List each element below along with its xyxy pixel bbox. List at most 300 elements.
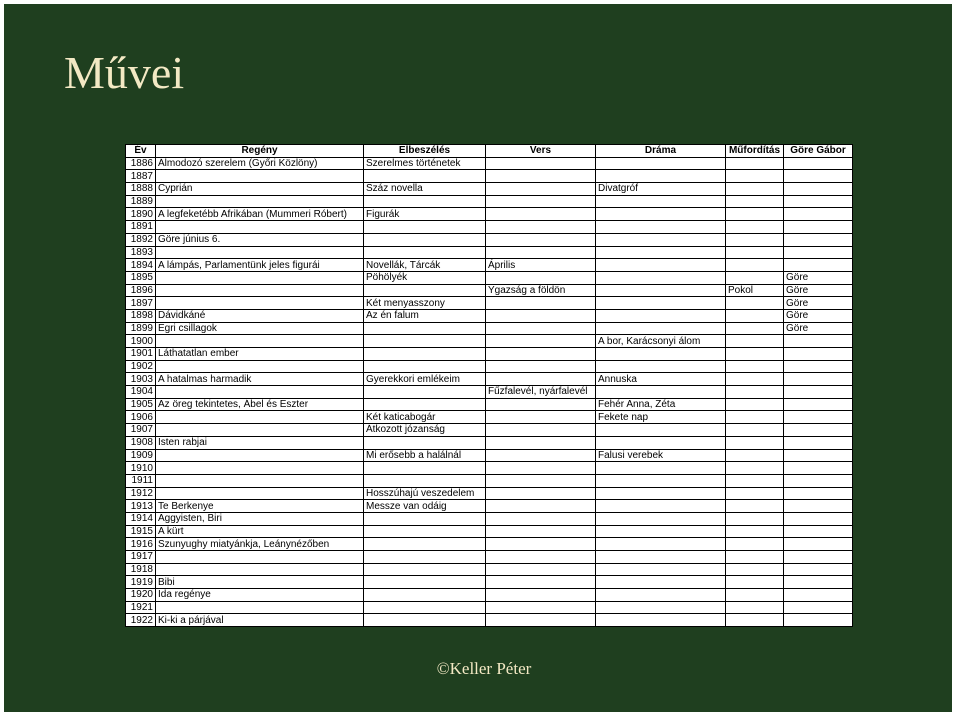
table-cell	[486, 297, 596, 310]
table-cell	[364, 386, 486, 399]
copyright-footer: ©Keller Péter	[436, 659, 532, 678]
table-cell	[784, 157, 853, 170]
year-cell: 1910	[126, 462, 156, 475]
table-cell	[784, 563, 853, 576]
table-cell	[726, 297, 784, 310]
table-cell	[364, 398, 486, 411]
table-cell	[156, 462, 364, 475]
table-row	[126, 589, 853, 602]
table-cell: Fűzfalevél, nyárfalevél	[486, 386, 596, 399]
table-cell	[156, 601, 364, 614]
table-cell	[784, 233, 853, 246]
table-cell	[726, 538, 784, 551]
table-cell	[726, 208, 784, 221]
table-cell	[486, 322, 596, 335]
table-cell	[364, 576, 486, 589]
table-cell	[596, 284, 726, 297]
table-cell	[486, 271, 596, 284]
column-header: Vers	[486, 145, 596, 158]
table-cell	[486, 246, 596, 259]
table-cell	[726, 183, 784, 196]
table-cell	[156, 335, 364, 348]
table-row	[126, 487, 853, 500]
table-cell	[364, 601, 486, 614]
table-cell	[784, 551, 853, 564]
table-cell	[784, 474, 853, 487]
table-cell	[784, 424, 853, 437]
table-cell	[486, 474, 596, 487]
table-row	[126, 360, 853, 373]
table-cell: Göre	[784, 309, 853, 322]
year-cell: 1900	[126, 335, 156, 348]
table-cell	[784, 601, 853, 614]
table-row	[126, 246, 853, 259]
table-cell	[726, 246, 784, 259]
table-cell	[596, 474, 726, 487]
table-cell: Szerelmes történetek	[364, 157, 486, 170]
table-cell	[486, 487, 596, 500]
table-cell	[364, 195, 486, 208]
table-row	[126, 221, 853, 234]
table-cell	[596, 500, 726, 513]
year-cell: 1918	[126, 563, 156, 576]
column-header: Regény	[156, 145, 364, 158]
table-cell	[364, 284, 486, 297]
table-cell: Figurák	[364, 208, 486, 221]
year-cell: 1912	[126, 487, 156, 500]
table-cell	[156, 551, 364, 564]
table-cell: A bor, Karácsonyi álom	[596, 335, 726, 348]
table-cell	[364, 233, 486, 246]
table-cell: Cyprián	[156, 183, 364, 196]
table-row	[126, 386, 853, 399]
table-cell	[784, 525, 853, 538]
table-cell	[726, 322, 784, 335]
year-cell: 1904	[126, 386, 156, 399]
table-row	[126, 233, 853, 246]
year-cell: 1896	[126, 284, 156, 297]
table-cell	[596, 576, 726, 589]
year-cell: 1897	[126, 297, 156, 310]
column-header: Dráma	[596, 145, 726, 158]
table-cell	[596, 601, 726, 614]
works-table-container	[125, 144, 852, 627]
table-cell	[784, 449, 853, 462]
table-cell	[784, 411, 853, 424]
table-cell	[784, 221, 853, 234]
table-cell	[486, 551, 596, 564]
year-cell: 1919	[126, 576, 156, 589]
table-cell	[596, 322, 726, 335]
table-cell	[486, 411, 596, 424]
table-cell	[156, 221, 364, 234]
table-cell	[156, 563, 364, 576]
table-cell	[784, 538, 853, 551]
table-cell	[596, 525, 726, 538]
table-cell	[784, 500, 853, 513]
table-cell	[364, 538, 486, 551]
table-cell	[596, 348, 726, 361]
table-cell: Ygazság a földön	[486, 284, 596, 297]
table-row	[126, 512, 853, 525]
year-cell: 1921	[126, 601, 156, 614]
table-cell	[596, 512, 726, 525]
table-row	[126, 348, 853, 361]
table-cell: Falusi verebek	[596, 449, 726, 462]
table-row	[126, 576, 853, 589]
table-cell	[726, 449, 784, 462]
table-row	[126, 271, 853, 284]
table-cell	[486, 500, 596, 513]
table-cell	[486, 563, 596, 576]
table-cell	[364, 246, 486, 259]
year-cell: 1902	[126, 360, 156, 373]
year-cell: 1898	[126, 309, 156, 322]
table-cell	[784, 462, 853, 475]
table-row	[126, 170, 853, 183]
table-cell	[156, 360, 364, 373]
table-cell	[784, 512, 853, 525]
table-cell	[726, 500, 784, 513]
table-cell	[784, 386, 853, 399]
year-cell: 1890	[126, 208, 156, 221]
table-cell: Április	[486, 259, 596, 272]
table-cell	[156, 284, 364, 297]
table-row	[126, 259, 853, 272]
table-cell	[156, 487, 364, 500]
table-cell	[364, 360, 486, 373]
table-row	[126, 373, 853, 386]
table-cell	[726, 309, 784, 322]
year-cell: 1889	[126, 195, 156, 208]
table-cell: Fehér Anna, Zéta	[596, 398, 726, 411]
year-cell: 1895	[126, 271, 156, 284]
table-cell	[596, 386, 726, 399]
table-cell: Mi erősebb a halálnál	[364, 449, 486, 462]
table-cell	[156, 386, 364, 399]
table-cell	[486, 589, 596, 602]
table-cell	[486, 233, 596, 246]
table-cell	[726, 424, 784, 437]
table-cell	[726, 360, 784, 373]
table-cell	[486, 195, 596, 208]
table-cell	[486, 309, 596, 322]
table-cell	[364, 525, 486, 538]
table-cell	[726, 551, 784, 564]
table-cell: Ki-ki a párjával	[156, 614, 364, 627]
table-cell	[726, 487, 784, 500]
year-cell: 1903	[126, 373, 156, 386]
table-cell: Fekete nap	[596, 411, 726, 424]
table-cell: Göre	[784, 271, 853, 284]
table-row	[126, 449, 853, 462]
year-cell: 1892	[126, 233, 156, 246]
table-cell	[726, 436, 784, 449]
table-cell	[784, 259, 853, 272]
year-cell: 1915	[126, 525, 156, 538]
works-table	[125, 144, 853, 627]
table-cell	[726, 601, 784, 614]
table-header-row	[126, 145, 853, 158]
table-cell	[486, 170, 596, 183]
table-row	[126, 411, 853, 424]
table-cell	[364, 589, 486, 602]
table-cell	[596, 208, 726, 221]
table-cell	[596, 538, 726, 551]
table-cell	[726, 233, 784, 246]
table-cell	[364, 474, 486, 487]
table-cell	[156, 424, 364, 437]
table-cell: Isten rabjai	[156, 436, 364, 449]
table-cell: Ida regénye	[156, 589, 364, 602]
table-cell	[486, 512, 596, 525]
table-cell: Szunyughy miatyánkja, Leánynézőben	[156, 538, 364, 551]
table-cell	[726, 563, 784, 576]
table-row	[126, 436, 853, 449]
table-cell: Dávidkáné	[156, 309, 364, 322]
table-cell	[596, 424, 726, 437]
year-cell: 1907	[126, 424, 156, 437]
table-cell	[596, 233, 726, 246]
table-cell	[156, 449, 364, 462]
year-cell: 1886	[126, 157, 156, 170]
table-cell: Álmodozó szerelem (Győri Közlöny)	[156, 157, 364, 170]
year-cell: 1913	[126, 500, 156, 513]
year-cell: 1891	[126, 221, 156, 234]
table-cell	[726, 271, 784, 284]
year-cell: 1917	[126, 551, 156, 564]
year-cell: 1911	[126, 474, 156, 487]
table-row	[126, 322, 853, 335]
table-cell	[156, 246, 364, 259]
table-cell	[156, 297, 364, 310]
table-cell	[486, 462, 596, 475]
table-cell	[486, 436, 596, 449]
table-cell: A kürt	[156, 525, 364, 538]
table-cell	[486, 449, 596, 462]
table-cell	[726, 512, 784, 525]
table-cell	[784, 195, 853, 208]
table-cell: Egri csillagok	[156, 322, 364, 335]
table-cell	[486, 335, 596, 348]
table-cell	[156, 474, 364, 487]
table-cell	[156, 170, 364, 183]
table-cell: Hosszúhajú veszedelem	[364, 487, 486, 500]
table-row	[126, 309, 853, 322]
table-cell	[156, 271, 364, 284]
table-cell: Aggyisten, Biri	[156, 512, 364, 525]
table-cell	[784, 335, 853, 348]
year-cell: 1920	[126, 589, 156, 602]
table-cell	[486, 424, 596, 437]
table-row	[126, 208, 853, 221]
table-cell	[784, 589, 853, 602]
table-cell	[596, 589, 726, 602]
table-cell	[156, 195, 364, 208]
table-cell	[726, 348, 784, 361]
table-cell: Az öreg tekintetes, Ábel és Eszter	[156, 398, 364, 411]
table-cell	[486, 576, 596, 589]
table-row	[126, 284, 853, 297]
table-cell	[596, 487, 726, 500]
table-cell	[596, 297, 726, 310]
table-cell: Bibi	[156, 576, 364, 589]
table-cell	[784, 360, 853, 373]
table-cell: Göre	[784, 284, 853, 297]
table-cell: Két menyasszony	[364, 297, 486, 310]
table-cell	[486, 614, 596, 627]
table-row	[126, 424, 853, 437]
table-cell: Az én falum	[364, 309, 486, 322]
year-cell: 1887	[126, 170, 156, 183]
table-row	[126, 563, 853, 576]
table-cell	[596, 436, 726, 449]
table-cell: Göre június 6.	[156, 233, 364, 246]
table-cell	[784, 246, 853, 259]
table-cell	[726, 259, 784, 272]
table-cell	[726, 373, 784, 386]
column-header: Göre Gábor	[784, 145, 853, 158]
table-cell	[726, 335, 784, 348]
table-cell	[784, 348, 853, 361]
table-cell	[364, 462, 486, 475]
table-cell	[784, 170, 853, 183]
table-cell	[596, 259, 726, 272]
table-cell	[364, 563, 486, 576]
table-cell: Göre	[784, 297, 853, 310]
table-cell	[726, 589, 784, 602]
table-cell	[596, 551, 726, 564]
column-header: Év	[126, 145, 156, 158]
table-row	[126, 551, 853, 564]
table-cell	[726, 614, 784, 627]
table-cell	[364, 436, 486, 449]
table-cell	[156, 411, 364, 424]
table-cell: Pöhölyék	[364, 271, 486, 284]
table-cell: A legfeketébb Afrikában (Mummeri Róbert)	[156, 208, 364, 221]
table-cell	[726, 398, 784, 411]
table-cell	[726, 195, 784, 208]
table-cell	[486, 183, 596, 196]
table-cell: Messze van odáig	[364, 500, 486, 513]
table-row	[126, 398, 853, 411]
table-cell	[596, 170, 726, 183]
table-cell	[364, 614, 486, 627]
table-cell: Száz novella	[364, 183, 486, 196]
table-cell: A lámpás, Parlamentünk jeles figurái	[156, 259, 364, 272]
table-cell	[364, 551, 486, 564]
column-header: Műfordítás	[726, 145, 784, 158]
year-cell: 1908	[126, 436, 156, 449]
table-cell: Te Berkenye	[156, 500, 364, 513]
table-cell	[726, 221, 784, 234]
slide-title: Művei	[64, 47, 185, 98]
table-cell: Pokol	[726, 284, 784, 297]
table-cell: Göre	[784, 322, 853, 335]
year-cell: 1893	[126, 246, 156, 259]
table-cell	[596, 462, 726, 475]
table-cell: Gyerekkori emlékeim	[364, 373, 486, 386]
table-cell: Novellák, Tárcák	[364, 259, 486, 272]
table-body	[126, 157, 853, 626]
table-cell	[596, 309, 726, 322]
table-cell	[784, 208, 853, 221]
table-row	[126, 601, 853, 614]
table-cell	[364, 170, 486, 183]
table-cell	[486, 398, 596, 411]
table-cell	[486, 348, 596, 361]
table-cell: Divatgróf	[596, 183, 726, 196]
table-row	[126, 525, 853, 538]
table-cell	[596, 563, 726, 576]
table-cell	[726, 576, 784, 589]
table-cell	[486, 360, 596, 373]
table-cell	[726, 525, 784, 538]
table-cell	[726, 157, 784, 170]
table-cell	[726, 462, 784, 475]
table-cell	[596, 195, 726, 208]
table-cell: Átkozott józanság	[364, 424, 486, 437]
year-cell: 1905	[126, 398, 156, 411]
table-cell	[364, 348, 486, 361]
table-cell	[596, 157, 726, 170]
year-cell: 1906	[126, 411, 156, 424]
table-cell	[596, 614, 726, 627]
table-cell	[784, 576, 853, 589]
table-row	[126, 183, 853, 196]
table-row	[126, 195, 853, 208]
table-cell	[784, 614, 853, 627]
table-row	[126, 500, 853, 513]
table-cell	[726, 411, 784, 424]
slide	[4, 4, 952, 712]
table-cell	[364, 512, 486, 525]
table-row	[126, 474, 853, 487]
table-cell	[596, 271, 726, 284]
table-cell	[726, 386, 784, 399]
table-cell: Annuska	[596, 373, 726, 386]
table-cell: A hatalmas harmadik	[156, 373, 364, 386]
year-cell: 1899	[126, 322, 156, 335]
table-cell	[486, 373, 596, 386]
table-cell	[726, 170, 784, 183]
table-row	[126, 297, 853, 310]
table-cell: Láthatatlan ember	[156, 348, 364, 361]
table-cell	[596, 360, 726, 373]
table-row	[126, 614, 853, 627]
table-row	[126, 157, 853, 170]
year-cell: 1909	[126, 449, 156, 462]
year-cell: 1922	[126, 614, 156, 627]
table-cell	[486, 221, 596, 234]
table-cell	[784, 373, 853, 386]
table-cell	[364, 221, 486, 234]
table-row	[126, 462, 853, 475]
table-cell: Két katicabogár	[364, 411, 486, 424]
year-cell: 1914	[126, 512, 156, 525]
table-cell	[486, 538, 596, 551]
table-cell	[596, 221, 726, 234]
table-cell	[726, 474, 784, 487]
table-cell	[486, 601, 596, 614]
table-cell	[364, 335, 486, 348]
year-cell: 1894	[126, 259, 156, 272]
year-cell: 1901	[126, 348, 156, 361]
table-cell	[596, 246, 726, 259]
year-cell: 1888	[126, 183, 156, 196]
table-row	[126, 335, 853, 348]
table-cell	[784, 436, 853, 449]
